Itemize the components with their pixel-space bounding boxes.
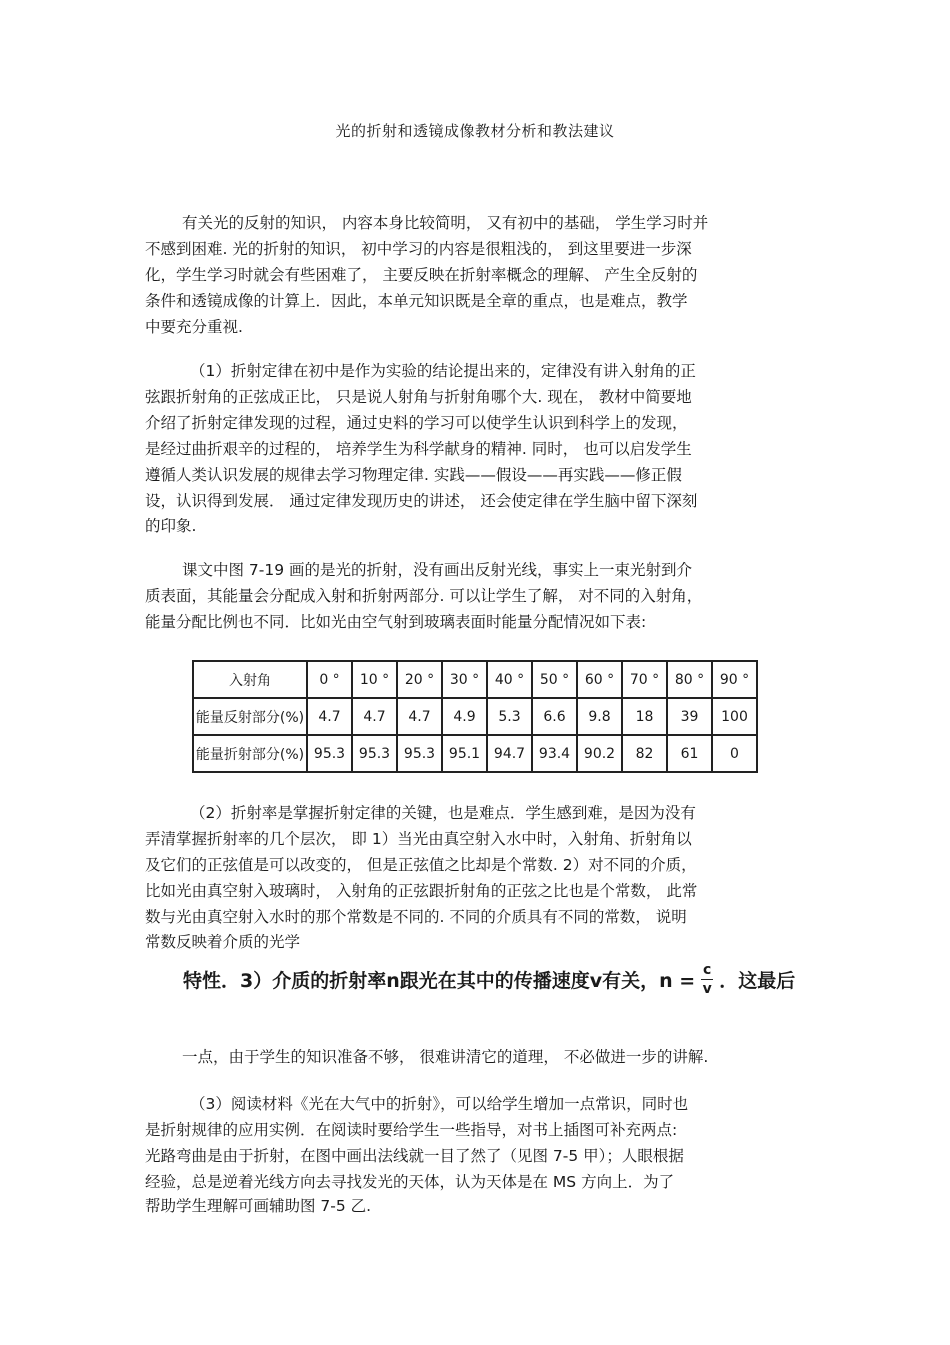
- text-line: 及它们的正弦值是可以改变的， 但是正弦值之比却是个常数. 2）对不同的介质，: [145, 856, 697, 874]
- text-line: 中要充分重视.: [145, 318, 243, 336]
- formula-text-before: 特性．3）介质的折射率n跟光在其中的传播速度v有关，n =: [183, 970, 696, 992]
- energy-distribution-table: [192, 660, 758, 773]
- formula-fraction: [701, 962, 713, 997]
- table-cell: 6.6: [532, 698, 577, 735]
- text-line: 经验，总是逆着光线方向去寻找发光的天体，认为天体是在 MS 方向上．为了: [145, 1173, 675, 1191]
- text-line: 是折射规律的应用实例．在阅读时要给学生一些指导，对书上插图可补充两点:: [145, 1121, 678, 1139]
- table-cell: 30 °: [442, 661, 487, 698]
- formula-denominator: v: [702, 981, 712, 997]
- text-line: 弄清掌握折射率的几个层次， 即 1）当光由真空射入水中时，入射角、折射角以: [145, 830, 692, 848]
- text-line: 质表面，其能量会分配成入射和折射两部分. 可以让学生了解， 对不同的入射角，: [145, 587, 703, 605]
- table-cell: 95.3: [307, 735, 352, 772]
- table-cell: 20 °: [397, 661, 442, 698]
- text-line: 设，认识得到发展． 通过定律发现历史的讲述， 还会使定律在学生脑中留下深刻: [145, 492, 698, 510]
- table-header-cell: 入射角: [193, 661, 307, 698]
- text-line: （1）折射定律在初中是作为实验的结论提出来的，定律没有讲入射角的正: [190, 362, 696, 380]
- table-cell: 4.9: [442, 698, 487, 735]
- table-cell: 9.8: [577, 698, 622, 735]
- text-line: 能量分配比例也不同．比如光由空气射到玻璃表面时能量分配情况如下表:: [145, 613, 647, 631]
- table-cell: 82: [622, 735, 667, 772]
- table-cell: 60 °: [577, 661, 622, 698]
- table-cell: 50 °: [532, 661, 577, 698]
- text-line: 光路弯曲是由于折射，在图中画出法线就一目了然了（见图 7-5 甲）；人眼根据: [145, 1147, 684, 1165]
- table-cell: 95.3: [352, 735, 397, 772]
- table-cell: 95.1: [442, 735, 487, 772]
- table-cell: 95.3: [397, 735, 442, 772]
- text-line: 数与光由真空射入水时的那个常数是不同的. 不同的介质具有不同的常数， 说明: [145, 908, 687, 926]
- table-cell: 61: [667, 735, 712, 772]
- text-line: 遵循人类认识发展的规律去学习物理定律. 实践——假设——再实践——修正假: [145, 466, 682, 484]
- table-cell: 100: [712, 698, 757, 735]
- text-line: 比如光由真空射入玻璃时， 入射角的正弦跟折射角的正弦之比也是个常数， 此常: [145, 882, 698, 900]
- table-cell: 4.7: [352, 698, 397, 735]
- table-row-refraction: [193, 735, 757, 772]
- table-cell: 5.3: [487, 698, 532, 735]
- fraction-bar: [701, 979, 713, 980]
- table-cell: 40 °: [487, 661, 532, 698]
- text-line: （2）折射率是掌握折射定律的关键，也是难点．学生感到难，是因为没有: [190, 804, 696, 822]
- table-cell: 70 °: [622, 661, 667, 698]
- paragraph-conclusion: 一点，由于学生的知识准备不够， 很难讲清它的道理， 不必做进一步的讲解.: [182, 1048, 709, 1066]
- table-cell: 80 °: [667, 661, 712, 698]
- text-line: 不感到困难. 光的折射的知识， 初中学习的内容是很粗浅的， 到这里要进一步深: [145, 240, 692, 258]
- text-line: 帮助学生理解可画辅助图 7-5 乙.: [145, 1197, 372, 1215]
- table-cell: 93.4: [532, 735, 577, 772]
- table-row-angles: [193, 661, 757, 698]
- text-line: 是经过曲折艰辛的过程的， 培养学生为科学献身的精神. 同时， 也可以启发学生: [145, 440, 692, 458]
- table-cell: 90.2: [577, 735, 622, 772]
- table-cell: 4.7: [397, 698, 442, 735]
- text-line: 化，学生学习时就会有些困难了， 主要反映在折射率概念的理解、 产生全反射的: [145, 266, 698, 284]
- table-cell: 94.7: [487, 735, 532, 772]
- table-header-cell: 能量反射部分(%): [193, 698, 307, 735]
- formula-numerator: c: [703, 962, 712, 978]
- table-cell: 18: [622, 698, 667, 735]
- text-line: 有关光的反射的知识， 内容本身比较简明， 又有初中的基础， 学生学习时并: [182, 214, 709, 232]
- formula-line: [183, 962, 795, 997]
- table-cell: 0: [712, 735, 757, 772]
- table-cell: 10 °: [352, 661, 397, 698]
- formula-text-after: ．这最后: [719, 970, 796, 992]
- text-line: 介绍了折射定律发现的过程，通过史料的学习可以使学生认识到科学上的发现，: [145, 414, 688, 432]
- text-line: 常数反映着介质的光学: [145, 933, 301, 951]
- document-title: 光的折射和透镜成像教材分析和教法建议: [335, 122, 615, 140]
- text-line: 弦跟折射角的正弦成正比， 只是说人射角与折射角哪个大. 现在， 教材中简要地: [145, 388, 692, 406]
- text-line: 条件和透镜成像的计算上．因此，本单元知识既是全章的重点，也是难点，教学: [145, 292, 688, 310]
- table-cell: 4.7: [307, 698, 352, 735]
- text-line: （3）阅读材料《光在大气中的折射》，可以给学生增加一点常识，同时也: [190, 1095, 689, 1113]
- table-row-reflection: [193, 698, 757, 735]
- table-cell: 39: [667, 698, 712, 735]
- table-cell: 0 °: [307, 661, 352, 698]
- text-line: 课文中图 7-19 画的是光的折射，没有画出反射光线，事实上一束光射到介: [182, 561, 693, 579]
- text-line: 的印象.: [145, 517, 197, 535]
- table-header-cell: 能量折射部分(%): [193, 735, 307, 772]
- table-cell: 90 °: [712, 661, 757, 698]
